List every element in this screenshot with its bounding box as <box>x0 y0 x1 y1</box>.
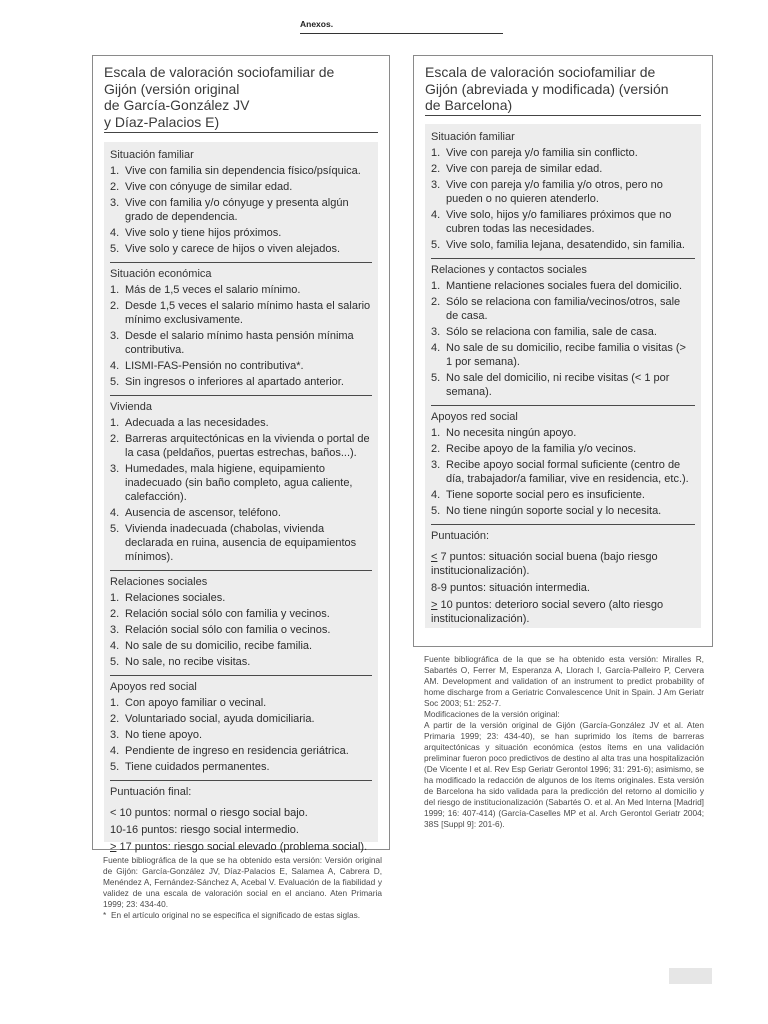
item-number: 2. <box>431 163 441 175</box>
item-number: 1. <box>110 417 120 429</box>
item-text: Pendiente de ingreso en residencia geriátrica. <box>125 745 349 757</box>
list-item <box>110 607 372 621</box>
list-item <box>431 238 695 252</box>
item-number: 5. <box>110 376 120 388</box>
list-item <box>110 416 372 430</box>
item-text: Vive con pareja y/o familia sin conflicto. <box>446 147 638 159</box>
page-number-tab <box>669 968 712 984</box>
list-item <box>431 146 695 160</box>
section-title: Vivienda <box>110 401 152 413</box>
list-item <box>110 591 372 605</box>
list-item <box>110 283 372 297</box>
title-line: de Barcelona) <box>425 97 513 113</box>
title-line: de García-González JV <box>104 97 250 113</box>
list-item <box>110 744 372 758</box>
item-number: 3. <box>110 624 120 636</box>
item-number: 2. <box>431 296 441 308</box>
item-text: No sale del domicilio, ni recibe visitas (< 1 por semana). <box>446 372 670 398</box>
list-item <box>110 180 372 194</box>
item-text: Mantiene relaciones sociales fuera del domicilio. <box>446 280 683 292</box>
source-text: Fuente bibliográfica de la que se ha obtenido esta versión: Miralles R, Sabartés O, Ferrer M, Esperanza A, Llorach I, García-Palleiro P, Cervera AM. Development and validation of an instrument to predict probability of home discharge from a Geriatric Convalescence Unit in Spain. J Am Geriatr Soc 2003; 51: 252-7. <box>424 654 704 708</box>
item-number: 5. <box>431 239 441 251</box>
item-number: 4. <box>431 209 441 221</box>
score-line <box>431 550 695 578</box>
item-text: Relaciones sociales. <box>125 592 226 604</box>
list-item <box>431 488 695 502</box>
list-item <box>110 728 372 742</box>
item-text: LISMI-FAS-Pensión no contributiva*. <box>125 360 304 372</box>
item-text: No sale, no recibe visitas. <box>125 656 251 668</box>
box-title <box>425 64 701 116</box>
item-number: 5. <box>110 656 120 668</box>
item-text: Recibe apoyo de la familia y/o vecinos. <box>446 443 637 455</box>
item-number: 3. <box>431 179 441 191</box>
item-text: Vive con pareja y/o familia y/o otros, pero no pueden o no quieren atenderlo. <box>446 179 663 205</box>
list-item <box>431 341 695 369</box>
list-item <box>110 226 372 240</box>
item-text: No sale de su domicilio, recibe familia. <box>125 640 313 652</box>
list-item <box>431 504 695 518</box>
item-text: Vive con cónyuge de similar edad. <box>125 181 293 193</box>
list-item <box>431 295 695 323</box>
item-number: 4. <box>431 489 441 501</box>
footnote-mark: * <box>103 910 107 920</box>
list-item <box>110 164 372 178</box>
item-number: 4. <box>110 745 120 757</box>
item-number: 5. <box>431 505 441 517</box>
item-text: No necesita ningún apoyo. <box>446 427 577 439</box>
score-line <box>110 840 372 854</box>
footnote-text: En el artículo original no se especifica el significado de estas siglas. <box>111 910 361 920</box>
item-number: 3. <box>431 326 441 338</box>
list-item <box>110 760 372 774</box>
item-text: Vive solo y carece de hijos o viven alejados. <box>125 243 341 255</box>
item-text: Vive con familia sin dependencia físico/psíquica. <box>125 165 361 177</box>
item-number: 2. <box>110 181 120 193</box>
item-text: Sólo se relaciona con familia, sale de casa. <box>446 326 657 338</box>
item-text: Tiene cuidados permanentes. <box>125 761 270 773</box>
section-title: Situación económica <box>110 268 212 280</box>
item-number: 2. <box>110 713 120 725</box>
list-item <box>431 325 695 339</box>
modifications-text: A partir de la versión original de Gijón (García-González JV et al. Aten Primaria 1999; 23: 434-40), se han suprimido los ítems de barreras arquitectónicas y situación económica (estos ítems en una validación preliminar fueron poco predictivos de destino al alta tras una hospitalización (De Vicente I et al. Rev Esp Geriatr Gerontol 1996; 31: 291-6); asimismo, se ha modificado la redacción de algunos de los ítems originales. Esta versión de Barcelona ha sido validada para la predicción del retorno al domicilio y del riesgo de institucionalización (Sabartés O. et al. An Med Interna [Madrid] 1999; 16: 407-414) (García-Caselles MP et al. Arch Gerontol Geriatr 2004; 38S [Suppl 9]: 201-6). <box>424 720 704 829</box>
section-vivienda <box>110 400 372 571</box>
item-text: Relación social sólo con familia o vecinos. <box>125 624 331 636</box>
list-item <box>431 162 695 176</box>
section-title: Situación familiar <box>431 131 515 143</box>
item-number: 3. <box>110 463 120 475</box>
score-title: Puntuación final: <box>110 786 192 798</box>
section-title: Relaciones y contactos sociales <box>431 264 587 276</box>
item-number: 4. <box>110 360 120 372</box>
item-number: 1. <box>431 427 441 439</box>
page-header: Anexos. <box>300 19 503 34</box>
list-item <box>110 506 372 520</box>
source-note-right <box>424 654 704 830</box>
scale-content <box>104 142 378 853</box>
list-item <box>110 329 372 357</box>
list-item <box>110 696 372 710</box>
item-number: 1. <box>431 147 441 159</box>
title-line: Gijón (versión original <box>104 80 240 97</box>
item-number: 1. <box>110 284 120 296</box>
item-number: 5. <box>431 372 441 384</box>
list-item <box>110 655 372 669</box>
item-text: Vive con pareja de similar edad. <box>446 163 603 175</box>
section-title: Apoyos red social <box>110 681 197 693</box>
item-text: Barreras arquitectónicas en la vivienda o portal de la casa (peldaños, puertas estrechas, baños...). <box>125 433 370 459</box>
item-number: 2. <box>110 608 120 620</box>
list-item <box>110 462 372 504</box>
item-text: Voluntariado social, ayuda domiciliaria. <box>125 713 315 725</box>
item-text: Humedades, mala higiene, equipamiento inadecuado (sin baño completo, agua caliente, calefacción). <box>125 463 353 503</box>
list-item <box>110 639 372 653</box>
section-apoyos-red-social <box>110 680 372 781</box>
item-number: 1. <box>431 280 441 292</box>
item-number: 5. <box>110 523 120 535</box>
item-number: 2. <box>431 443 441 455</box>
score-line <box>110 806 372 820</box>
item-number: 4. <box>110 507 120 519</box>
list-item <box>431 279 695 293</box>
item-number: 5. <box>110 243 120 255</box>
score-line <box>431 581 695 595</box>
scale-content <box>425 124 701 628</box>
item-number: 3. <box>110 330 120 342</box>
score-section <box>110 785 372 854</box>
item-text: Vivienda inadecuada (chabolas, vivienda declarada en ruina, ausencia de equipamientos mínimos). <box>125 523 357 563</box>
item-text: Vive solo, hijos y/o familiares próximos que no cubren todas las necesidades. <box>446 209 672 235</box>
item-number: 3. <box>110 729 120 741</box>
title-line: y Díaz-Palacios E) <box>104 113 220 130</box>
section-title: Relaciones sociales <box>110 576 208 588</box>
item-number: 4. <box>110 227 120 239</box>
list-item <box>431 178 695 206</box>
item-text: Ausencia de ascensor, teléfono. <box>125 507 281 519</box>
score-symbol: > <box>110 841 117 853</box>
title-line: Escala de valoración sociofamiliar de <box>104 64 335 80</box>
score-line <box>110 823 372 837</box>
item-number: 1. <box>110 592 120 604</box>
score-text: 10 puntos: deterioro social severo (alto riesgo institucionalización). <box>431 599 664 625</box>
list-item <box>110 375 372 389</box>
item-number: 1. <box>110 165 120 177</box>
item-text: Adecuada a las necesidades. <box>125 417 269 429</box>
item-number: 4. <box>431 342 441 354</box>
list-item <box>110 196 372 224</box>
item-number: 3. <box>431 459 441 471</box>
score-symbol: > <box>431 599 438 611</box>
list-item <box>110 522 372 564</box>
list-item <box>431 371 695 399</box>
item-number: 5. <box>110 761 120 773</box>
score-text: 17 puntos: riesgo social elevado (problema social). <box>116 841 368 853</box>
item-text: No tiene ningún soporte social y lo necesita. <box>446 505 662 517</box>
section-situacion-economica <box>110 267 372 396</box>
item-text: Vive con familia y/o cónyuge y presenta algún grado de dependencia. <box>125 197 349 223</box>
score-text: 8-9 puntos: situación intermedia. <box>431 582 590 594</box>
score-title: Puntuación: <box>431 530 490 542</box>
item-text: Vive solo y tiene hijos próximos. <box>125 227 282 239</box>
source-note-left <box>103 855 382 921</box>
footnote <box>103 910 382 921</box>
item-text: Sólo se relaciona con familia/vecinos/otros, sale de casa. <box>446 296 681 322</box>
item-text: No tiene apoyo. <box>125 729 203 741</box>
modifications-heading: Modificaciones de la versión original: <box>424 709 560 719</box>
item-text: Vive solo, familia lejana, desatendido, sin familia. <box>446 239 685 251</box>
score-line <box>431 598 695 626</box>
section-relaciones-sociales <box>110 575 372 676</box>
item-text: Desde 1,5 veces el salario mínimo hasta el salario mínimo exclusivamente. <box>125 300 371 326</box>
item-text: Más de 1,5 veces el salario mínimo. <box>125 284 301 296</box>
section-apoyos-red-social <box>431 410 695 525</box>
item-text: Tiene soporte social pero es insuficiente. <box>446 489 645 501</box>
list-item <box>110 432 372 460</box>
box-title <box>104 64 378 133</box>
section-title: Apoyos red social <box>431 411 518 423</box>
title-line: Gijón (abreviada y modificada) (versión <box>425 80 669 97</box>
item-text: Recibe apoyo social formal suficiente (centro de día, trabajador/a familiar, vive en residencia, etc.). <box>446 459 689 485</box>
list-item <box>110 712 372 726</box>
list-item <box>110 299 372 327</box>
source-text: Fuente bibliográfica de la que se ha obtenido esta versión: Versión original de Gijón: García-González JV, Díaz-Palacios E, Salamea A, Cabrera D, Menéndez A, Fernández-Sánchez A, Acebal V. Evaluación de la fiabilidad y validez de una escala de valoración social en el anciano. Aten Primaria 1999; 23: 434-40. <box>103 855 382 909</box>
gijon-original-scale-box <box>92 55 390 853</box>
item-number: 4. <box>110 640 120 652</box>
section-relaciones-contactos-sociales <box>431 263 695 406</box>
item-number: 3. <box>110 197 120 209</box>
list-item <box>110 242 372 256</box>
item-text: Desde el salario mínimo hasta pensión mínima contributiva. <box>125 330 354 356</box>
list-item <box>110 623 372 637</box>
gijon-barcelona-scale-box <box>413 55 713 647</box>
score-section <box>431 529 695 626</box>
item-text: No sale de su domicilio, recibe familia o visitas (> 1 por semana). <box>446 342 686 368</box>
list-item <box>431 426 695 440</box>
section-situacion-familiar <box>110 148 372 263</box>
item-text: Con apoyo familiar o vecinal. <box>125 697 267 709</box>
item-number: 1. <box>110 697 120 709</box>
score-text: 10-16 puntos: riesgo social intermedio. <box>110 824 299 836</box>
score-text: 7 puntos: situación social buena (bajo riesgo institucionalización). <box>431 551 658 577</box>
list-item <box>431 208 695 236</box>
score-symbol: < <box>431 551 438 563</box>
item-text: Relación social sólo con familia y vecinos. <box>125 608 330 620</box>
title-line: Escala de valoración sociofamiliar de <box>425 64 656 80</box>
section-title: Situación familiar <box>110 149 194 161</box>
section-situacion-familiar <box>431 130 695 259</box>
item-text: Sin ingresos o inferiores al apartado anterior. <box>125 376 344 388</box>
list-item <box>431 458 695 486</box>
item-number: 2. <box>110 433 120 445</box>
list-item <box>110 359 372 373</box>
list-item <box>431 442 695 456</box>
item-number: 2. <box>110 300 120 312</box>
score-text: < 10 puntos: normal o riesgo social bajo. <box>110 807 308 819</box>
